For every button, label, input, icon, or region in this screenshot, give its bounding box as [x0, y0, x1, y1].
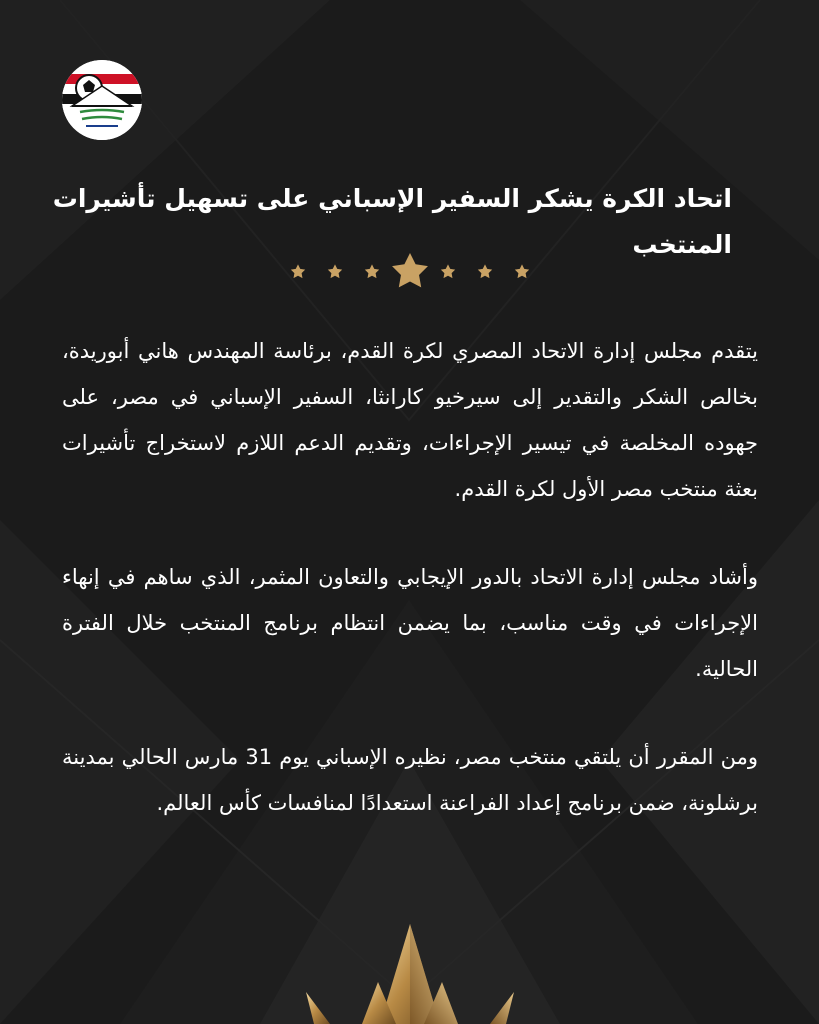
gold-crown-decoration: [300, 920, 520, 1024]
stars-divider: [280, 250, 540, 294]
star-icon: [392, 253, 428, 287]
star-icon: [441, 264, 455, 278]
star-icon: [291, 264, 305, 278]
post-paragraph-3: ومن المقرر أن يلتقي منتخب مصر، نظيره الإسباني يوم 31 مارس الحالي بمدينة برشلونة، ضمن برنامج إعداد الفراعنة استعدادًا لمنافسات كأس العالم.: [62, 745, 758, 815]
post-headline: اتحاد الكرة يشكر السفير الإسباني على تسهيل تأشيرات المنتخب: [52, 184, 732, 259]
star-icon: [365, 264, 379, 278]
egyptian-fa-logo: [62, 60, 142, 140]
star-icon: [478, 264, 492, 278]
star-icon: [515, 264, 529, 278]
post-paragraph-2: وأشاد مجلس إدارة الاتحاد بالدور الإيجابي والتعاون المثمر، الذي ساهم في إنهاء الإجراءات في وقت مناسب، بما يضمن انتظام برنامج المنتخب خلال الفترة الحالية.: [62, 565, 758, 681]
star-icon: [328, 264, 342, 278]
post-paragraph-1: يتقدم مجلس إدارة الاتحاد المصري لكرة القدم، برئاسة المهندس هاني أبوريدة، بخالص الشكر والتقدير إلى سيرخيو كارانثا، السفير الإسباني في مصر، على جهوده المخلصة في تيسير الإجراءات، وتقديم الدعم اللازم لاستخراج تأشيرات بعثة منتخب مصر الأول لكرة القدم.: [62, 339, 758, 501]
